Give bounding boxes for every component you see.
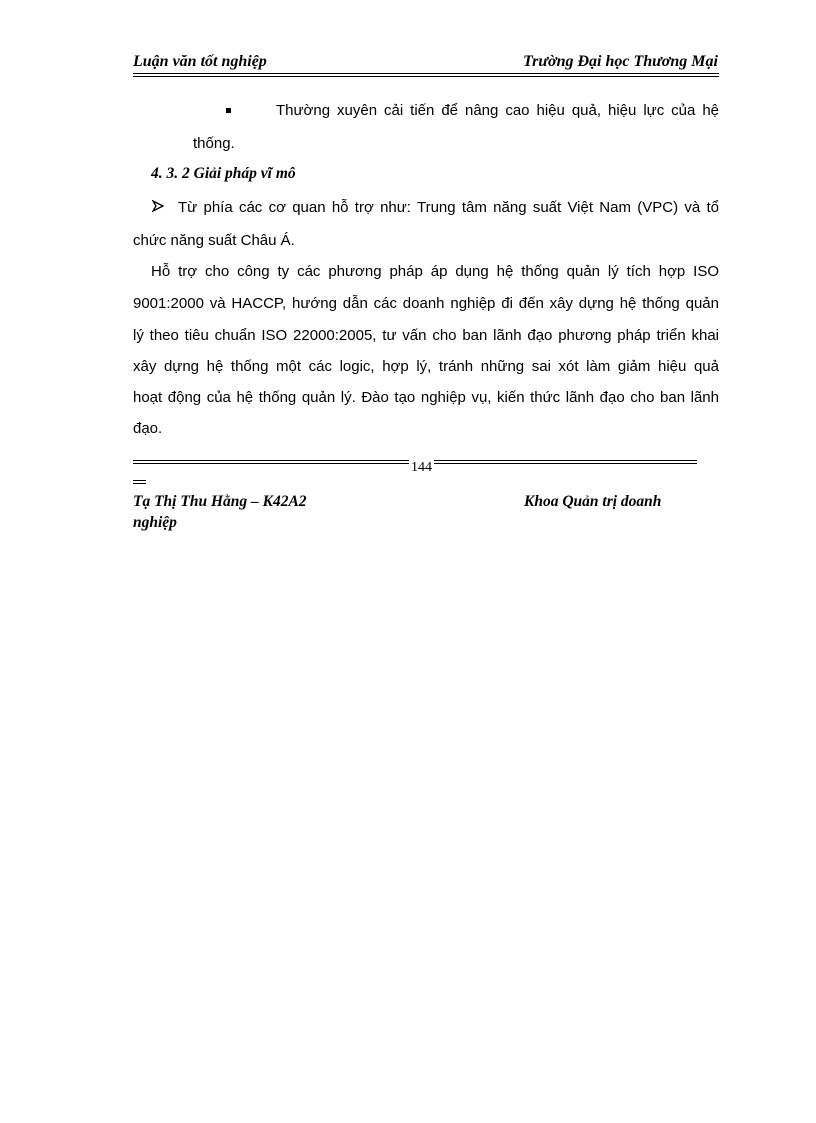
footer-author: Tạ Thị Thu Hằng – K42A2: [133, 493, 307, 510]
arrow-bullet-icon: [152, 200, 164, 212]
section-heading: 4. 3. 2 Giải pháp vĩ mô: [151, 165, 296, 182]
paragraph-line-5: hoạt động của hệ thống quản lý. Đào tạo nghiệp vụ, kiến thức lãnh đạo cho ban lãnh: [133, 389, 719, 406]
bullet-text-line-1: Thường xuyên cải tiến để nâng cao hiệu quả, hiệu lực của hệ: [276, 102, 719, 119]
header-rule-thin: [133, 76, 719, 77]
page-number: 144: [411, 460, 432, 475]
arrow-text-line-2: chức năng suất Châu Á.: [133, 232, 295, 249]
square-bullet-icon: [226, 108, 231, 113]
header-thesis-title: Luận văn tốt nghiệp: [133, 53, 267, 70]
paragraph-line-4: xây dựng hệ thống một các logic, hợp lý, tránh những sai xót làm giảm hiệu quả: [133, 358, 719, 375]
footer-faculty: Khoa Quản trị doanh: [524, 493, 662, 510]
header-rule-thick: [133, 73, 719, 74]
footer-short-rule-2: [133, 483, 146, 484]
paragraph-line-3: lý theo tiêu chuẩn ISO 22000:2005, tư vấn cho ban lãnh đạo phương pháp triển khai: [133, 327, 719, 344]
footer-short-rule-1: [133, 480, 146, 481]
paragraph-line-2: 9001:2000 và HACCP, hướng dẫn các doanh nghiệp đi đến xây dựng hệ thống quản: [133, 295, 719, 312]
header-university: Trường Đại học Thương Mại: [523, 53, 718, 70]
bullet-text-line-2: thống.: [193, 135, 235, 152]
footer-faculty-continued: nghiệp: [133, 514, 177, 531]
paragraph-line-6: đạo.: [133, 420, 163, 437]
paragraph-line-1: Hỗ trợ cho công ty các phương pháp áp dụng hệ thống quản lý tích hợp ISO: [151, 263, 719, 280]
arrow-text-line-1: Từ phía các cơ quan hỗ trợ như: Trung tâm năng suất Việt Nam (VPC) và tổ: [178, 199, 719, 216]
